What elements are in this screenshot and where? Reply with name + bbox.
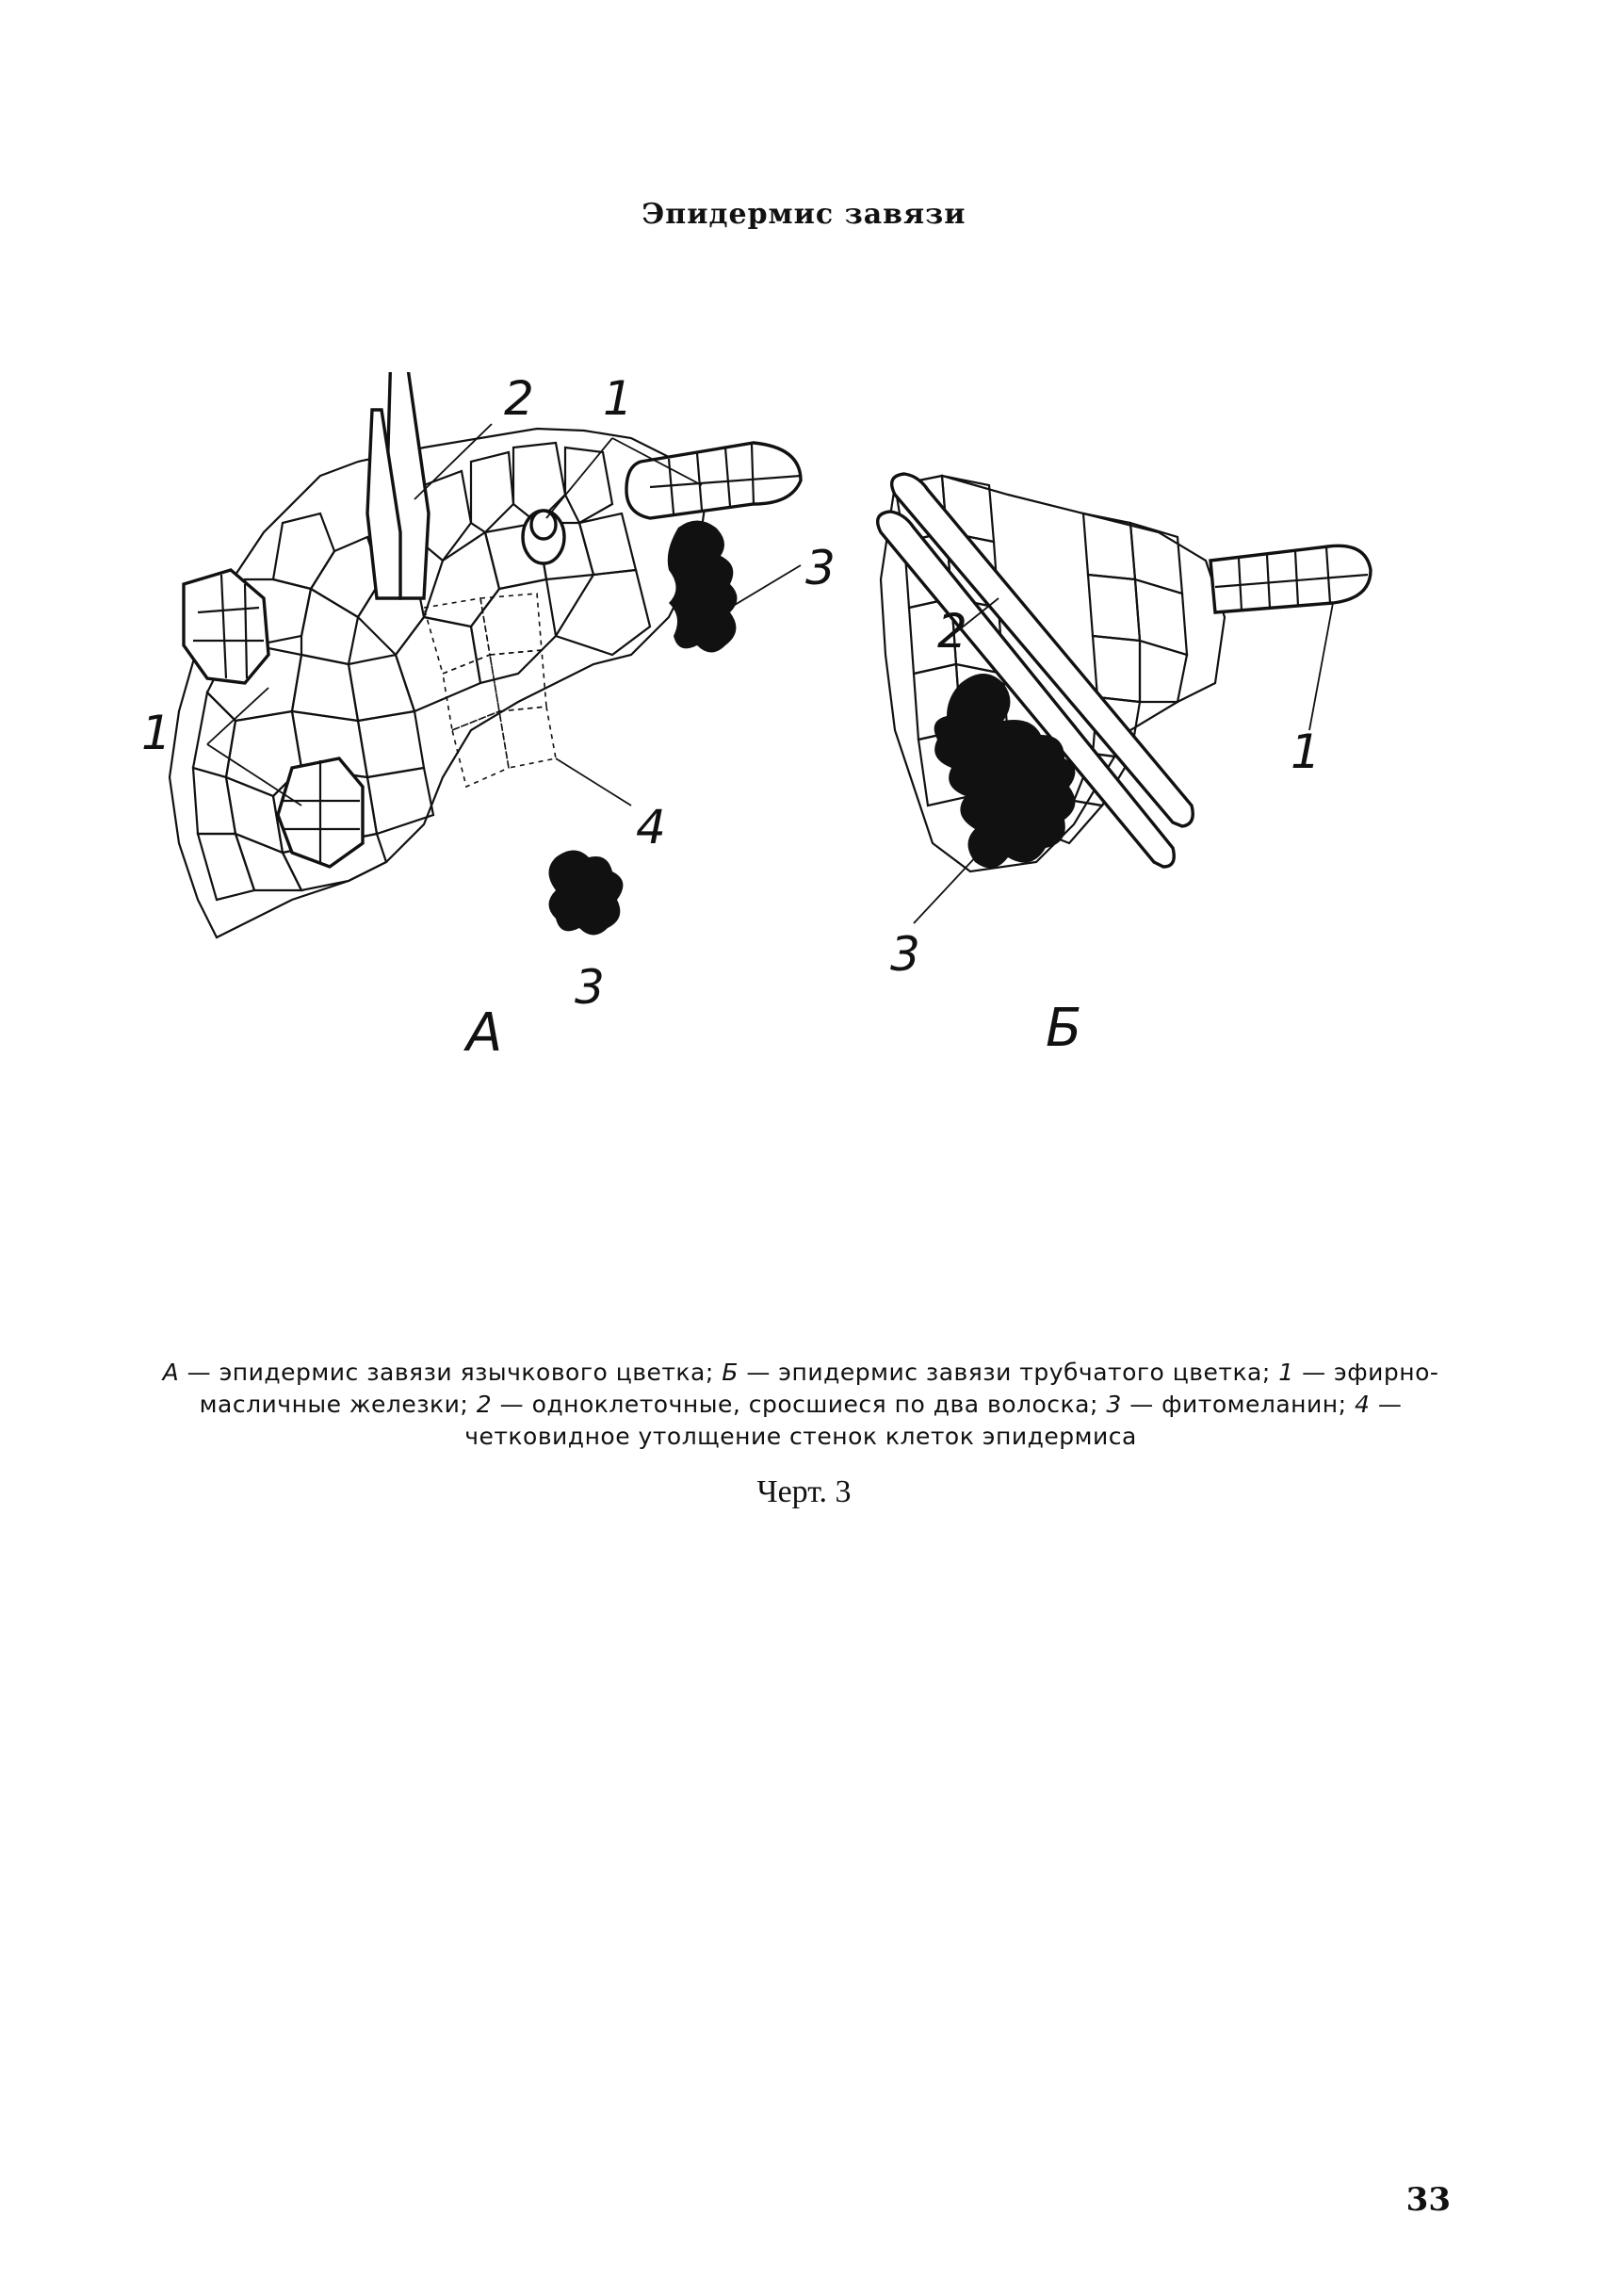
caption-key-a: А <box>162 1359 180 1386</box>
caption-key-2: 2 <box>476 1391 493 1418</box>
panel-a-lead-4 <box>556 758 631 806</box>
caption-text-a: — эпидермис завязи язычкового цветка; <box>179 1359 723 1386</box>
panel-a-gland-left-lower <box>278 758 363 867</box>
panel-a-label-2: 2 <box>504 372 534 426</box>
panel-b-gland <box>1210 546 1371 612</box>
panel-a-gland-right <box>626 443 801 518</box>
page-title: Эпидермис завязи <box>642 198 966 231</box>
panel-b-drawing <box>878 474 1371 1059</box>
panel-a-lead-3 <box>730 565 801 608</box>
caption-text-1: — эфирно-масличные железки; <box>199 1359 1439 1418</box>
panel-a-drawing <box>141 372 836 1064</box>
panel-b-label-1: 1 <box>1291 725 1321 779</box>
figure-drawing <box>141 372 1460 1277</box>
caption-text-4: — четковидное утолщение стенок клеток эпидермиса <box>464 1391 1403 1450</box>
panel-a-lead-2 <box>414 424 492 499</box>
caption-key-b: Б <box>722 1359 739 1386</box>
panel-a-hair-2 <box>367 372 429 598</box>
panel-a-gland-left-upper <box>184 570 268 683</box>
panel-a-label-1-top: 1 <box>603 372 633 426</box>
figure-label: Черт. 3 <box>756 1474 852 1509</box>
page-number: 33 <box>1405 2181 1451 2219</box>
panel-a-label-4: 4 <box>636 800 666 855</box>
figure-epidermis <box>141 372 1460 1277</box>
panel-b-label-2: 2 <box>937 604 967 659</box>
panel-a-phytomelanin-bottom <box>549 851 624 936</box>
panel-b-lead-1 <box>1309 603 1333 730</box>
panel-b-label-3: 3 <box>890 927 920 982</box>
panel-a-outline <box>170 429 707 937</box>
caption-key-3: 3 <box>1106 1391 1122 1418</box>
panel-a-phytomelanin-right <box>668 521 738 653</box>
panel-b-letter: Б <box>1046 998 1082 1059</box>
caption-text-b: — эпидермис завязи трубчатого цветка; <box>738 1359 1279 1386</box>
panel-a-dashed-cells <box>424 594 556 787</box>
panel-a-label-1-left: 1 <box>141 706 171 760</box>
panel-a-gland-small <box>523 511 564 563</box>
caption-key-1: 1 <box>1278 1359 1294 1386</box>
panel-a-letter: А <box>466 1002 503 1064</box>
panel-a-label-3-right: 3 <box>805 541 836 595</box>
figure-caption <box>122 1357 1479 1453</box>
panel-a-label-3-bottom: 3 <box>575 960 605 1015</box>
caption-text-3: — фитомеланин; <box>1121 1391 1355 1418</box>
caption-key-4: 4 <box>1354 1391 1371 1418</box>
panel-b-lead-3 <box>914 853 980 923</box>
caption-text-2: — одноклеточные, сросшиеся по два волоска; <box>492 1391 1107 1418</box>
